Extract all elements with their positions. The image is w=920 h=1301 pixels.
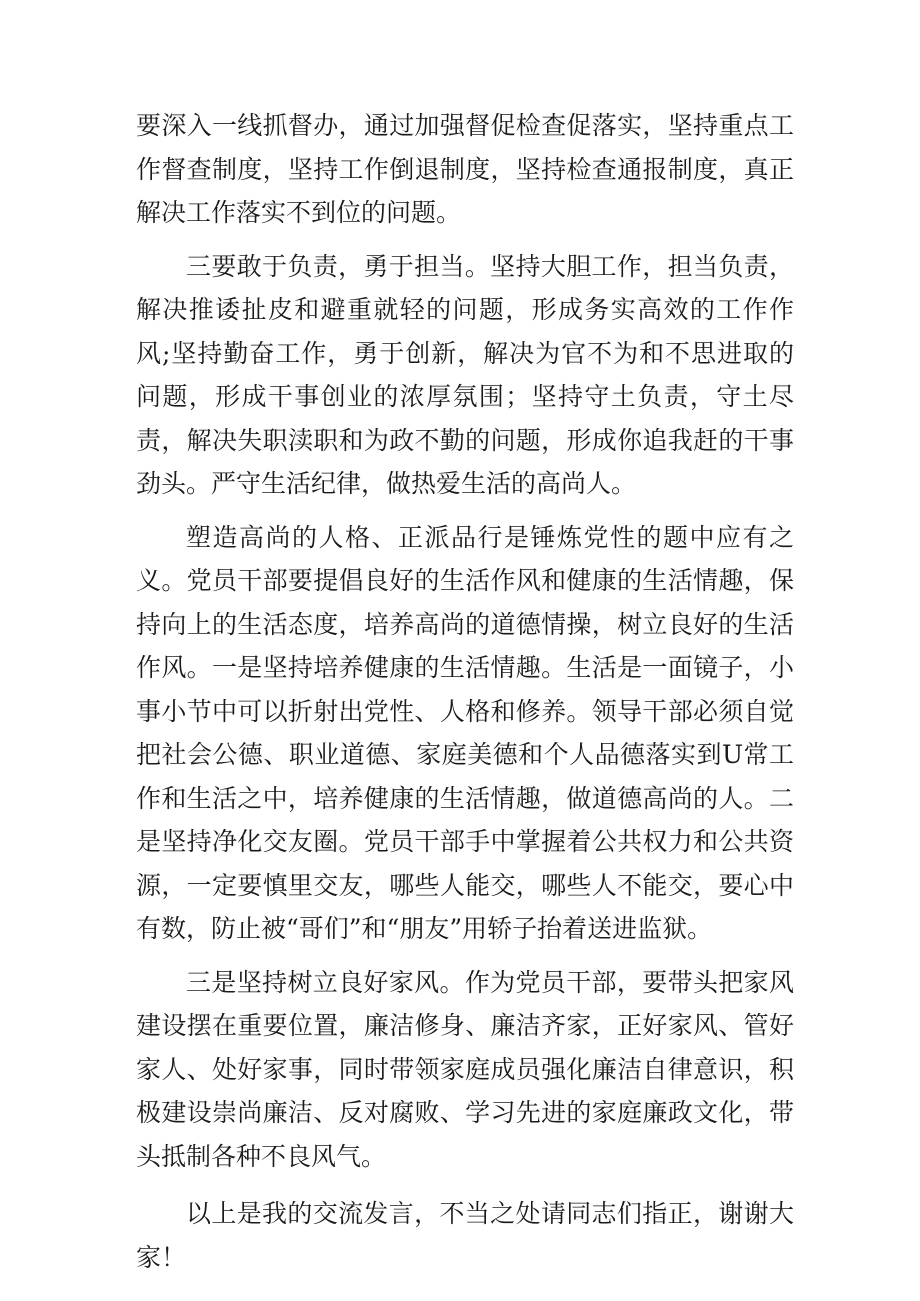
paragraph-family-style: 三是坚持树立良好家风。作为党员干部，要带头把家风建设摆在重要位置，廉洁修身、廉洁齐家，正好家风、管好家人、处好家事，同时带领家庭成员强化廉洁自律意识，积极建设崇尚廉洁、反对腐败、学习先进的家庭廉政文化，带头抵制各种不良风气。 xyxy=(136,967,794,1171)
paragraph-closing: 以上是我的交流发言，不当之处请同志们指正，谢谢大家！ xyxy=(136,1199,794,1272)
paragraph-continued: 要深入一线抓督办，通过加强督促检查促落实，坚持重点工作督查制度，坚持工作倒退制度，坚持检查通报制度，真正解决工作落实不到位的问题。 xyxy=(136,111,794,227)
paragraph-responsibility: 三要敢于负责，勇于担当。坚持大胆工作，担当负责，解决推诿扯皮和避重就轻的问题，形成务实高效的工作作风;坚持勤奋工作，勇于创新，解决为官不为和不思进取的问题，形成干事创业的浓厚氛围；坚持守土负责，守土尽责，解决失职渎职和为政不勤的问题，形成你追我赶的干事劲头。严守生活纪律，做热爱生活的高尚人。 xyxy=(136,251,794,498)
document-body xyxy=(136,104,794,1289)
paragraph-character: 塑造高尚的人格、正派品行是锤炼党性的题中应有之义。党员干部要提倡良好的生活作风和健康的生活情趣，保持向上的生活态度，培养高尚的道德情操，树立良好的生活作风。一是坚持培养健康的生活情趣。生活是一面镜子，小事小节中可以折射出党性、人格和修养。领导干部必须自觉把社会公德、职业道德、家庭美德和个人品德落实到U常工作和生活之中，培养健康的生活情趣，做道德高尚的人。二是坚持净化交友圈。党员干部手中掌握着公共权力和公共资源，一定要慎里交友，哪些人能交，哪些人不能交，要心中有数，防止被“哥们”和“朋友”用轿子抬着送进监狱。 xyxy=(136,522,794,943)
